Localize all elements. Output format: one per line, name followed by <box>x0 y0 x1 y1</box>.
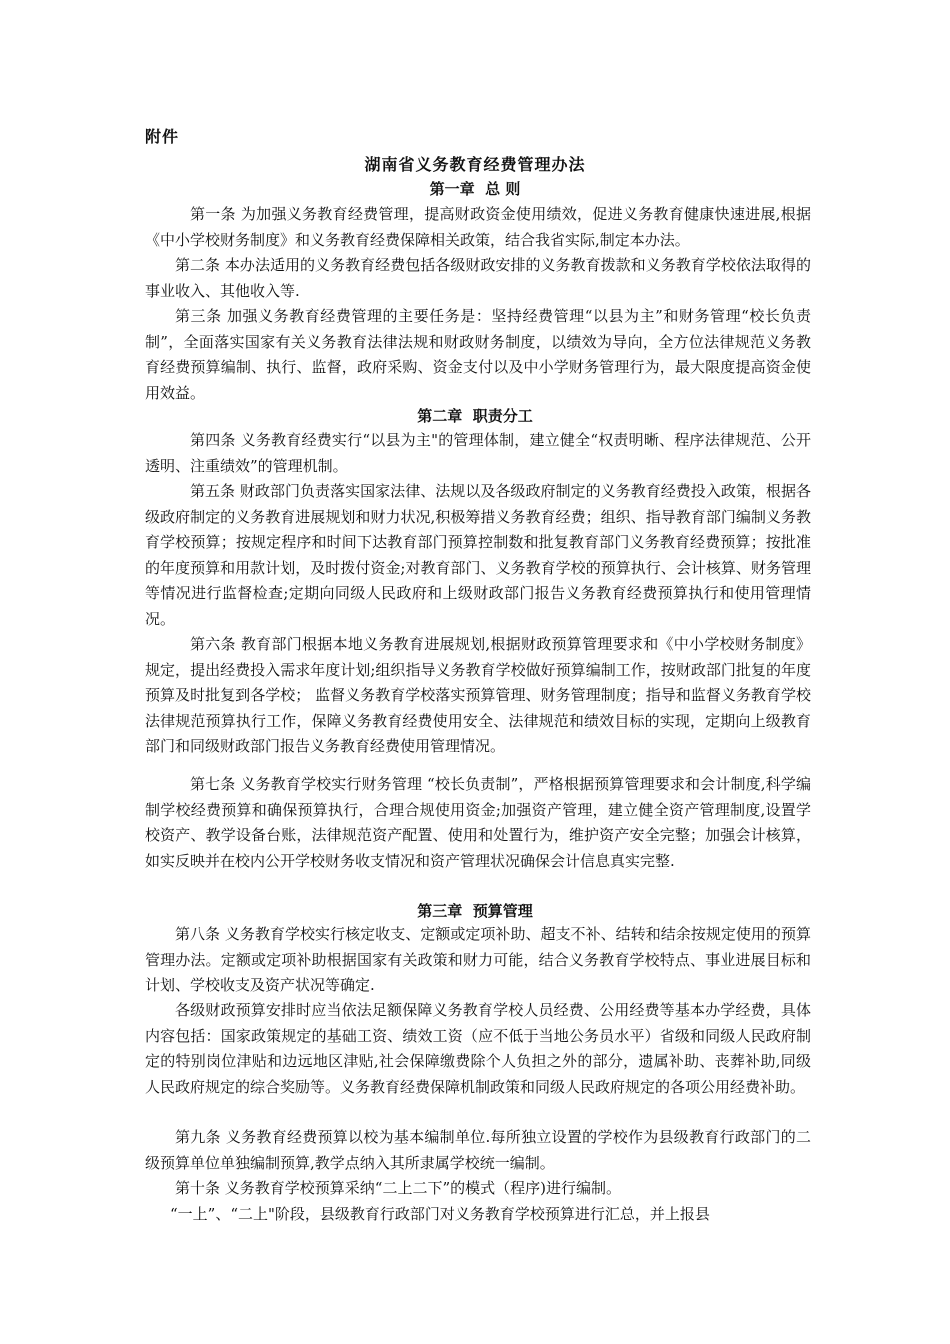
article-9: 第九条 义务教育经费预算以校为基本编制单位.每所独立设置的学校作为县级教育行政部门的二级预算单位单独编制预算,教学点纳入其所隶属学校统一编制。 <box>145 1128 811 1172</box>
chapter-1-heading: 第一章 总 则 <box>429 180 521 198</box>
article-4: 第四条 义务教育经费实行“以县为主"的管理体制，建立健全“权责明晰、程序法律规范、公开透明、注重绩效”的管理机制。 <box>145 431 811 475</box>
article-10-paragraph-2: “一上”、“二上"阶段，县级教育行政部门对义务教育学校预算进行汇总，并上报县 <box>170 1205 710 1223</box>
article-10: 第十条 义务教育学校预算采纳“二上二下”的模式（程序)进行编制。 <box>175 1179 621 1197</box>
chapter-3-heading: 第三章 预算管理 <box>417 902 533 920</box>
attachment-label: 附件 <box>145 127 180 146</box>
article-7: 第七条 义务教育学校实行财务管理 “校长负责制”，严格根据预算管理要求和会计制度,科学编制学校经费预算和确保预算执行，合理合规使用资金;加强资产管理，建立健全资产管理制度,设置学校资产、教学设备台账，法律规范资产配置、使用和处置行为，维护资产安全完整；加强会计核算，如实反映并在校内公开学校财务收支情况和资产管理状况确保会计信息真实完整. <box>145 775 811 870</box>
document-title: 湖南省义务教育经费管理办法 <box>364 155 586 174</box>
article-2: 第二条 本办法适用的义务教育经费包括各级财政安排的义务教育拨款和义务教育学校依法取得的事业收入、其他收入等. <box>145 256 811 300</box>
article-8: 第八条 义务教育学校实行核定收支、定额或定项补助、超支不补、结转和结余按规定使用的预算管理办法。定额或定项补助根据国家有关政策和财力可能，结合义务教育学校特点、事业进展目标和计划、学校收支及资产状况等确定. <box>145 925 811 995</box>
article-3: 第三条 加强义务教育经费管理的主要任务是：坚持经费管理“以县为主”和财务管理“校长负责制”，全面落实国家有关义务教育法律法规和财政财务制度，以绩效为导向，全方位法律规范义务教育经费预算编制、执行、监督，政府采购、资金支付以及中小学财务管理行为，最大限度提高资金使用效益。 <box>145 307 811 402</box>
article-1: 第一条 为加强义务教育经费管理，提高财政资金使用绩效，促进义务教育健康快速进展,根据《中小学校财务制度》和义务教育经费保障相关政策，结合我省实际,制定本办法。 <box>145 205 811 249</box>
article-8-paragraph-2: 各级财政预算安排时应当依法足额保障义务教育学校人员经费、公用经费等基本办学经费，具体内容包括：国家政策规定的基础工资、绩效工资（应不低于当地公务员水平）省级和同级人民政府制定的特别岗位津贴和边远地区津贴,社会保障缴费除个人负担之外的部分，遗属补助、丧葬补助,同级人民政府规定的综合奖励等。义务教育经费保障机制政策和同级人民政府规定的各项公用经费补助。 <box>145 1001 811 1096</box>
article-6: 第六条 教育部门根据本地义务教育进展规划,根据财政预算管理要求和《中小学校财务制度》规定，提出经费投入需求年度计划;组织指导义务教育学校做好预算编制工作，按财政部门批复的年度预算及时批复到各学校； 监督义务教育学校落实预算管理、财务管理制度；指导和监督义务教育学校法律规范预算执行工作，保障义务教育经费使用安全、法律规范和绩效目标的实现，定期向上级教育部门和同级财政部门报告义务教育经费使用管理情况。 <box>145 635 811 756</box>
chapter-2-heading: 第二章 职责分工 <box>417 407 533 425</box>
article-5: 第五条 财政部门负责落实国家法律、法规以及各级政府制定的义务教育经费投入政策，根据各级政府制定的义务教育进展规划和财力状况,积极筹措义务教育经费；组织、指导教育部门编制义务教育学校预算；按规定程序和时间下达教育部门预算控制数和批复教育部门义务教育经费预算；按批准的年度预算和用款计划，及时拨付资金;对教育部门、义务教育学校的预算执行、会计核算、财务管理等情况进行监督检查;定期向同级人民政府和上级财政部门报告义务教育经费预算执行和使用管理情况。 <box>145 482 811 628</box>
